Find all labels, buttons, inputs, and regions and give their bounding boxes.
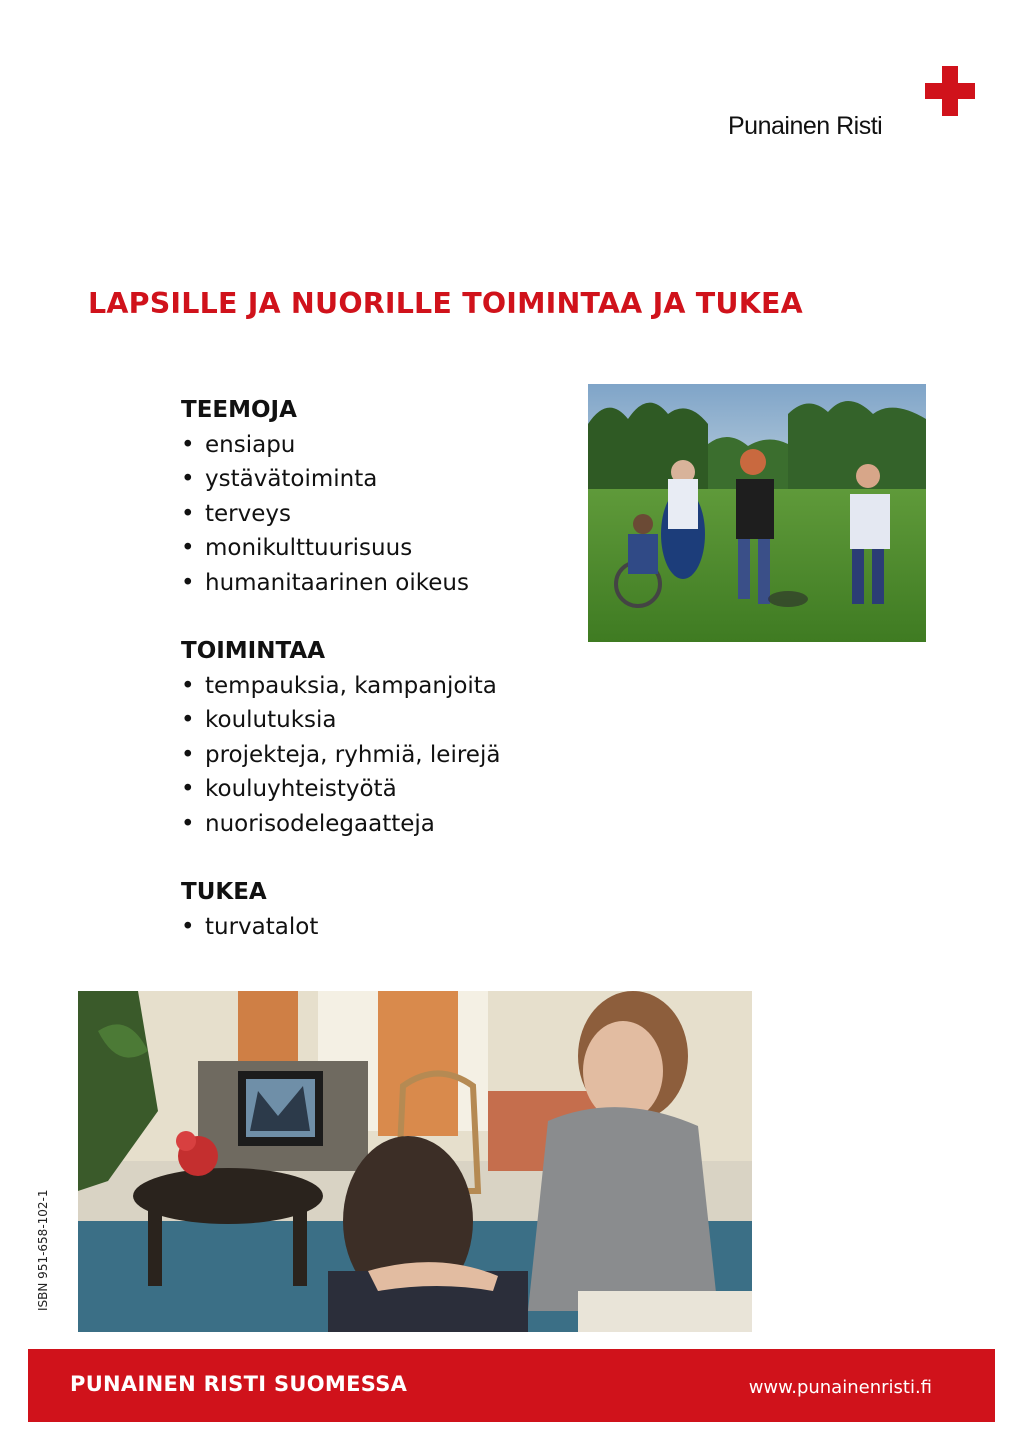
section-heading: TUKEA bbox=[181, 879, 267, 905]
list-item: • tempauksia, kampanjoita bbox=[181, 669, 581, 704]
bullet: • bbox=[181, 431, 195, 458]
isbn-number: ISBN 951-658-102-1 bbox=[36, 1189, 50, 1311]
list-item: • turvatalot bbox=[181, 910, 581, 945]
section-list bbox=[181, 669, 581, 842]
bullet: • bbox=[181, 776, 195, 802]
section-toimintaa bbox=[181, 634, 581, 841]
cross-horizontal-bar bbox=[925, 83, 975, 99]
logo-text: Punainen Risti bbox=[728, 112, 883, 140]
bullet: • bbox=[181, 913, 195, 940]
bullet: • bbox=[181, 535, 195, 561]
bullet: • bbox=[181, 707, 195, 733]
list-item: • kouluyhteistyötä bbox=[181, 772, 581, 807]
bullet: • bbox=[181, 672, 195, 699]
bullet: • bbox=[181, 810, 195, 837]
list-item: • projekteja, ryhmiä, leirejä bbox=[181, 738, 581, 773]
section-list bbox=[181, 428, 581, 601]
bullet: • bbox=[181, 569, 195, 596]
bullet: • bbox=[181, 500, 195, 527]
list-item: • nuorisodelegaatteja bbox=[181, 807, 581, 842]
section-teemoja bbox=[181, 393, 581, 600]
bullet: • bbox=[181, 741, 195, 768]
photo-indoor-support bbox=[78, 991, 752, 1332]
content-list bbox=[181, 393, 581, 978]
red-cross-icon bbox=[925, 66, 975, 116]
list-item: • koulutuksia bbox=[181, 703, 581, 738]
list-item: • ensiapu bbox=[181, 428, 581, 463]
footer-organization-name: PUNAINEN RISTI SUOMESSA bbox=[70, 1372, 408, 1396]
bullet: • bbox=[181, 466, 195, 492]
list-item: • ystävätoiminta bbox=[181, 462, 581, 497]
section-tukea bbox=[181, 875, 581, 944]
footer-website-link[interactable]: www.punainenristi.fi bbox=[748, 1377, 932, 1398]
section-list bbox=[181, 910, 581, 945]
section-heading: TOIMINTAA bbox=[181, 638, 325, 664]
list-item: • humanitaarinen oikeus bbox=[181, 566, 581, 601]
list-item: • monikulttuurisuus bbox=[181, 531, 581, 566]
brand-logo bbox=[728, 62, 978, 144]
section-heading: TEEMOJA bbox=[181, 397, 297, 423]
page-title: LAPSILLE JA NUORILLE TOIMINTAA JA TUKEA bbox=[88, 287, 803, 320]
list-item: • terveys bbox=[181, 497, 581, 532]
photo-outdoor-group bbox=[588, 384, 926, 642]
footer-bar bbox=[28, 1349, 995, 1422]
